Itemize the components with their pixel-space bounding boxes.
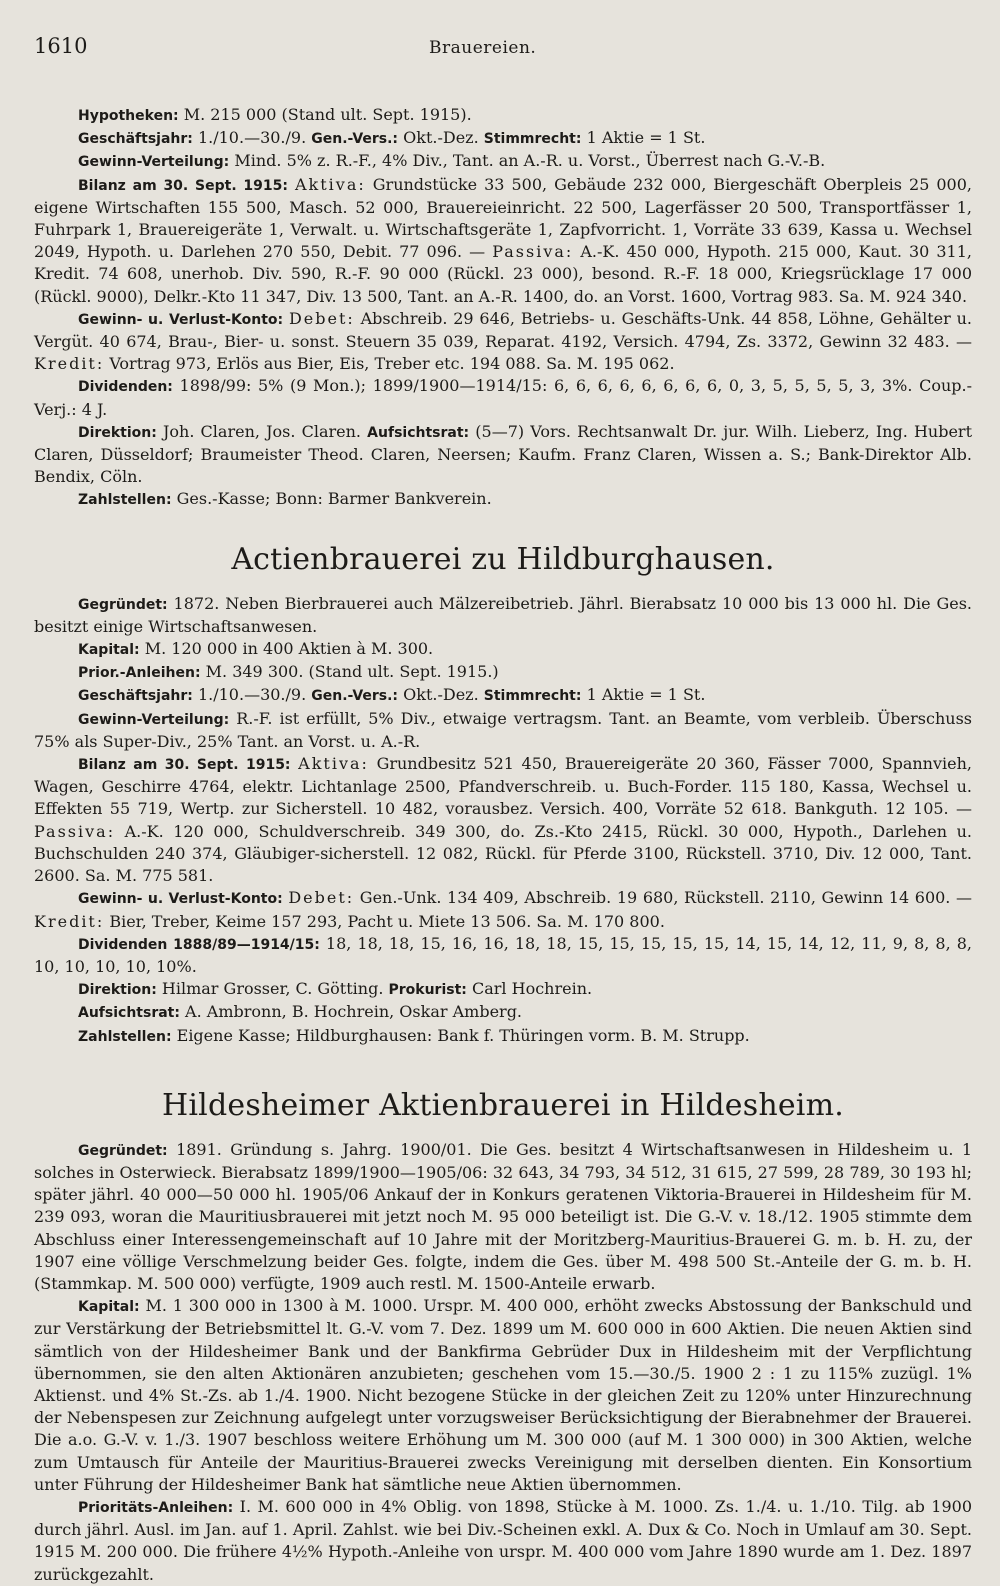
para-bilanz: [34, 753, 972, 887]
label-gegruendet: Gegründet:: [78, 596, 168, 613]
text-zahlstellen: Ges.-Kasse; Bonn: Barmer Bankverein.: [171, 489, 492, 509]
label-gewinn-verlust: Gewinn- u. Verlust-Konto:: [78, 891, 283, 908]
text-kredit: Bier, Treber, Keime 157 293, Pacht u. Miete 13 506. Sa. M. 170 800.: [104, 911, 665, 931]
section-previous-company: [34, 104, 972, 512]
text-gegruendet: 1872. Neben Bierbrauerei auch Mälzereibetrieb. Jährl. Bierabsatz 10 000 bis 13 000 hl. Die Ges. besitzt einige Wirtschaftsanwesen.: [34, 593, 972, 636]
text-direktion: Joh. Claren, Jos. Claren.: [156, 421, 368, 441]
label-stimmrecht: Stimmrecht:: [483, 688, 582, 705]
para-dividenden: [34, 375, 972, 420]
para-direktion: [34, 978, 972, 1001]
label-stimmrecht: Stimmrecht:: [483, 131, 582, 148]
label-gen-vers: Gen.-Vers.:: [311, 131, 399, 148]
text-bilanz-aktiva: Grundstücke 33 500, Gebäude 232 000, Biergeschäft Oberpleis 25 000, eigene Wirtschaften 155 500, Masch. 52 000, Brauereieinricht. 22 500, Lagerfässer 20 500, Transportfässer 1, Fuhrpark 1, Brauereigeräte 1, Verwalt. u. Wirtschaftsgeräte 1, Zapfvorricht. 1, Vorräte 33 639, Kassa u. Wechsel 2049, Hypoth. u. Darlehen 270 550, Debit. 77 096. —: [34, 174, 972, 262]
text-gegruendet: 1891. Gründung s. Jahrg. 1900/01. Die Ges. besitzt 4 Wirtschaftsanwesen in Hildesheim u. 1 solches in Osterwieck. Bierabsatz 1899/1900—1905/06: 32 643, 34 793, 34 512, 31 615, 27 599, 28 789, 30 193 hl; später jährl. 40 000—50 000 hl. 1905/06 Ankauf der in Konkurs geratenen Viktoria-Brauerei in Hildesheim für M. 239 093, woran die Mauritiusbrauerei mit jetzt noch M. 95 000 beteiligt ist. Die G.-V. v. 18./12. 1905 stimmte dem Abschluss einer Interessengemeinschaft auf 10 Jahre mit der Moritzberg-Mauritius-Brauerei G. m. b. H. zu, der 1907 eine völlige Verschmelzung beider Ges. folgte, indem die Ges. über M. 498 500 St.-Anteile der G. m. b. H. (Stammkap. M. 500 000) verfügte, 1909 auch restl. M. 1500-Anteile erwarb.: [34, 1139, 972, 1293]
label-gegruendet: Gegründet:: [78, 1142, 168, 1159]
label-debet: Debet:: [288, 888, 355, 908]
para-kapital: [34, 638, 972, 661]
text-debet: Gen.-Unk. 134 409, Abschreib. 19 680, Rückstell. 2110, Gewinn 14 600. —: [354, 888, 973, 908]
text-geschaeftsjahr: 1./10.—30./9.: [192, 685, 312, 705]
text-debet: Abschreib. 29 646, Betriebs- u. Geschäfts-Unk. 44 858, Löhne, Gehälter u. Vergüt. 40 674, Brau-, Bier- u. sonst. Steuern 35 039, Reparat. 4192, Versich. 4794, Zs. 3372, Gewinn 32 483. —: [34, 308, 972, 352]
label-dividenden: Dividenden:: [78, 379, 173, 396]
label-debet: Debet:: [288, 308, 355, 328]
para-aufsichtsrat: [34, 1001, 972, 1024]
label-kredit: Kredit:: [34, 911, 105, 931]
para-gegruendet: [34, 593, 972, 638]
label-prokurist: Prokurist:: [388, 982, 467, 999]
label-gewinn-verteilung: Gewinn-Verteilung:: [78, 711, 230, 728]
text-dividenden: 18, 18, 18, 15, 16, 16, 18, 18, 15, 15, 15, 15, 15, 14, 15, 14, 12, 11, 9, 8, 8, 8, 10, 10, 10, 10, 10%.: [34, 933, 973, 976]
para-gewinn-verteilung: [34, 708, 972, 753]
para-prior-anleihen: [34, 661, 972, 684]
label-zahlstellen: Zahlstellen:: [78, 492, 172, 509]
text-prioritaets-anleihen: I. M. 600 000 in 4% Oblig. von 1898, Stücke à M. 1000. Zs. 1./4. u. 1./10. Tilg. ab 1900 durch jährl. Ausl. im Jan. auf 1. April. Zahlst. wie bei Div.-Scheinen exkl. A. Dux & Co. Noch in Umlauf am 30. Sept. 1915 M. 200 000. Die frühere 4½% Hypoth.-Anleihe von urspr. M. 400 000 vom Jahre 1890 wurde am 1. Dez. 1897 zurückgezahlt.: [34, 1496, 972, 1584]
label-kredit: Kredit:: [34, 354, 105, 374]
para-gewinn-verlust: [34, 887, 972, 932]
label-passiva: Passiva:: [492, 242, 574, 262]
label-gewinn-verlust: Gewinn- u. Verlust-Konto:: [78, 311, 284, 328]
para-prioritaets-anleihen: [34, 1496, 972, 1586]
label-geschaeftsjahr: Geschäftsjahr:: [78, 688, 193, 705]
label-aufsichtsrat: Aufsichtsrat:: [367, 424, 470, 441]
text-aufsichtsrat: (5—7) Vors. Rechtsanwalt Dr. jur. Wilh. Lieberz, Ing. Hubert Claren, Düsseldorf; Braumeister Theod. Claren, Neersen; Kaufm. Franz Claren, Wissen a. S.; Bank-Direktor Alb. Bendix, Cöln.: [34, 421, 972, 487]
label-prioritaets-anleihen: Prioritäts-Anleihen:: [78, 1499, 234, 1516]
para-geschaeftsjahr: [34, 127, 972, 150]
running-title: Brauereien.: [429, 38, 537, 58]
label-kapital: Kapital:: [78, 1299, 140, 1316]
text-hypotheken: M. 215 000 (Stand ult. Sept. 1915).: [178, 105, 472, 124]
label-gen-vers: Gen.-Vers.:: [311, 688, 399, 705]
label-direktion: Direktion:: [78, 424, 157, 441]
para-direktion: [34, 421, 972, 489]
text-stimmrecht: 1 Aktie = 1 St.: [581, 685, 706, 705]
label-kapital: Kapital:: [78, 642, 140, 659]
para-kapital: [34, 1295, 972, 1496]
label-aktiva: Aktiva:: [295, 174, 366, 194]
text-kapital: M. 1 300 000 in 1300 à M. 1000. Urspr. M. 400 000, erhöht zwecks Abstossung der Bankschuld und zur Verstärkung der Betriebsmittel lt. G.-V. vom 7. Dez. 1899 um M. 600 000 in 600 Aktien. Die neuen Aktien sind sämtlich von der Hildesheimer Bank und der Bankfirma Gebrüder Dux in Hildesheim mit der Verpflichtung übernommen, sie den alten Aktionären anzubieten; geschehen vom 15.—30./5. 1900 2 : 1 zu 115% zuzügl. 1% Aktienst. und 4% St.-Zs. ab 1./4. 1900. Nicht bezogene Stücke in der gleichen Zeit zu 120% unter Hinzurechnung der Nebenspesen zur Zeichnung aufgelegt unter vorzugsweiser Berücksichtigung der Bierabnehmer der Brauerei. Die a.o. G.-V. v. 1./3. 1907 beschloss weitere Erhöhung um M. 300 000 (auf M. 1 300 000) in 300 Aktien, welche zum Umtausch für Anteile der Mauritius-Brauerei zwecks Vereinigung mit derselben dienten. Ein Konsortium unter Führung der Hildesheimer Bank hat sämtliche neue Aktien übernommen.: [34, 1296, 972, 1494]
text-gen-vers: Okt.-Dez.: [398, 128, 484, 148]
label-zahlstellen: Zahlstellen:: [78, 1028, 172, 1045]
text-bilanz-passiva: A.-K. 450 000, Hypoth. 215 000, Kaut. 30 311, Kredit. 74 608, unerhob. Div. 590, R.-F. 90 000 (Rückl. 23 000), besond. R.-F. 18 000, Kriegsrücklage 17 000 (Rückl. 9000), Delkr.-Kto 11 347, Div. 13 500, Tant. an A.-R. 1400, do. an Vorst. 1600, Vortrag 983. Sa. M. 924 340.: [34, 242, 973, 306]
label-passiva: Passiva:: [34, 821, 116, 841]
label-gewinn-verteilung: Gewinn-Verteilung:: [78, 154, 230, 171]
label-aufsichtsrat: Aufsichtsrat:: [78, 1005, 180, 1022]
para-gewinn-verlust: [34, 308, 972, 376]
para-gewinn-verteilung: [34, 150, 972, 173]
text-kredit: Vortrag 973, Erlös aus Bier, Eis, Treber etc. 194 088. Sa. M. 195 062.: [104, 354, 675, 374]
para-bilanz: [34, 174, 972, 308]
para-zahlstellen: [34, 1025, 972, 1048]
label-hypotheken: Hypotheken:: [78, 108, 179, 124]
label-bilanz: Bilanz am 30. Sept. 1915:: [78, 177, 288, 194]
page-header: [34, 34, 972, 74]
para-hypotheken: [34, 104, 972, 127]
para-zahlstellen: [34, 488, 972, 511]
label-geschaeftsjahr: Geschäftsjahr:: [78, 131, 193, 148]
text-kapital: M. 120 000 in 400 Aktien à M. 300.: [139, 639, 434, 659]
label-prior-anleihen: Prior.-Anleihen:: [78, 665, 201, 682]
text-prokurist: Carl Hochrein.: [466, 979, 593, 999]
text-gewinn-verteilung: Mind. 5% z. R.-F., 4% Div., Tant. an A.-R. u. Vorst., Überrest nach G.-V.-B.: [229, 151, 826, 171]
label-direktion: Direktion:: [78, 982, 157, 999]
text-zahlstellen: Eigene Kasse; Hildburghausen: Bank f. Thüringen vorm. B. M. Strupp.: [171, 1025, 750, 1045]
text-aufsichtsrat: A. Ambronn, B. Hochrein, Oskar Amberg.: [179, 1002, 523, 1022]
section-hildesheim: [34, 1139, 972, 1586]
text-bilanz-passiva: A.-K. 120 000, Schuldverschreib. 349 300, do. Zs.-Kto 2415, Rückl. 30 000, Hypoth., Darlehen u. Buchschulden 240 374, Gläubiger-sicherstell. 12 082, Rückl. für Pferde 3100, Rückstell. 3710, Div. 12 000, Tant. 2600. Sa. M. 775 581.: [34, 821, 972, 886]
para-geschaeftsjahr: [34, 684, 972, 707]
section-title-hildburghausen: Actienbrauerei zu Hildburghausen.: [231, 541, 775, 577]
text-geschaeftsjahr: 1./10.—30./9.: [192, 128, 312, 148]
text-gewinn-verteilung: R.-F. ist erfüllt, 5% Div., etwaige vertragsm. Tant. an Beamte, vom verbleib. Überschuss 75% als Super-Div., 25% Tant. an Vorst. u. A.-R.: [34, 708, 972, 751]
label-dividenden: Dividenden 1888/89—1914/15:: [78, 936, 320, 953]
text-stimmrecht: 1 Aktie = 1 St.: [581, 128, 706, 148]
para-dividenden: [34, 933, 972, 978]
page-number: 1610: [34, 34, 88, 58]
text-prior-anleihen: M. 349 300. (Stand ult. Sept. 1915.): [200, 662, 499, 682]
label-aktiva: Aktiva:: [298, 754, 369, 774]
text-gen-vers: Okt.-Dez.: [398, 685, 484, 705]
text-bilanz-aktiva: Grundbesitz 521 450, Brauereigeräte 20 360, Fässer 7000, Spannvieh, Wagen, Geschirre 4764, elektr. Lichtanlage 2500, Pfandverschreib. u. Buch-Forder. 115 180, Kassa, Wechsel u. Effekten 55 719, Wertp. zur Sicherstell. 10 482, vorausbez. Versich. 400, Vorräte 52 618. Bankguth. 12 105. —: [34, 754, 972, 819]
section-title-hildesheim: Hildesheimer Aktienbrauerei in Hildesheim.: [162, 1087, 844, 1123]
para-gegruendet: [34, 1139, 972, 1295]
text-direktion: Hilmar Grosser, C. Götting.: [156, 979, 389, 999]
label-bilanz: Bilanz am 30. Sept. 1915:: [78, 757, 291, 774]
section-hildburghausen: [34, 593, 972, 1048]
text-dividenden: 1898/99: 5% (9 Mon.); 1899/1900—1914/15: 6, 6, 6, 6, 6, 6, 6, 6, 0, 3, 5, 5, 5, 5, 3, 3%. Coup.-Verj.: 4 J.: [34, 376, 972, 419]
